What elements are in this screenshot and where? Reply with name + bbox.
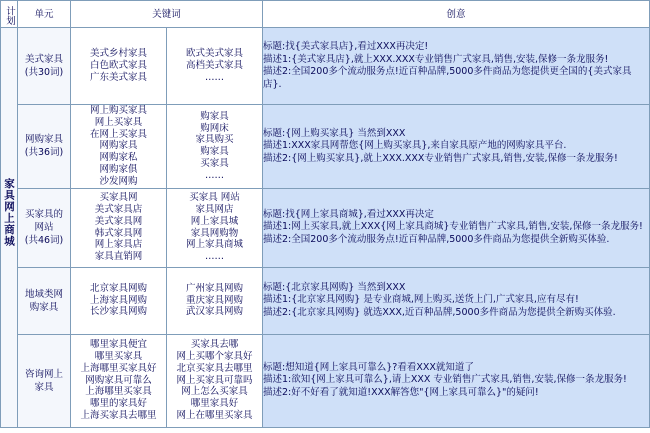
unit-cell: 美式家具 (共30词) (18, 28, 71, 105)
keyword-cell-right: 广州家具网购 重庆家具网购 武汉家具网购 (167, 267, 263, 334)
table-row (1, 267, 650, 334)
header-unit: 单元 (18, 1, 71, 28)
unit-cell: 买家具的 网站 (共46词) (18, 188, 71, 267)
keyword-cell-right: 欧式美式家具 高档美式家具 …… (167, 28, 263, 105)
creative-cell: 标题:找{美式家具店},看过XXX再决定! 描述1:{美式家具店},就上XXX.XXX专业销售广式家具,销售,安装,保修一条龙服务! 描述2:全国200多个流动服务点!近百种品牌,5000多件商品为您提供更全国的{美式家具店}. (263, 28, 650, 105)
header-keywords: 关键词 (71, 1, 263, 28)
keyword-cell-right: 买家具 网站 家具网店 网上家具城 家具网购物 网上家具商城 …… (167, 188, 263, 267)
plan-cell (1, 28, 18, 428)
keyword-cell-left: 北京家具网购 上海家具网购 长沙家具网购 (71, 267, 167, 334)
plan-name: 家具网上商城 (3, 178, 15, 247)
keyword-cell-left: 哪里家具便宜 哪里买家具 上海哪里买家具好 网购家具可靠么 上海哪里买家具 哪里的家具好 上海买家具去哪里 (71, 334, 167, 427)
keyword-cell-left: 网上购买家具 网上买家具 在网上买家具 网购家具 网购家私 网购家俱 沙发网购 (71, 105, 167, 189)
table-row (1, 188, 650, 267)
keyword-cell-right: 购家具 购网床 家具购买 购家具 买家具 …… (167, 105, 263, 189)
table-row (1, 28, 650, 105)
unit-cell: 咨询网上 家具 (18, 334, 71, 427)
creative-cell: 标题:{北京家具网购} 当然到XXX 描述1:{北京家具网购} 是专业商城,网上购买,送货上门,广式家具,应有尽有! 描述2:{北京家具网购} 就选XXX,近百种品牌,5000多件商品为您提供全新购买体验. (263, 267, 650, 334)
keyword-cell-right: 买家具去哪 网上买哪个家具好 北京买家具去哪里 网上买家具可靠吗 网上怎么买家具 哪里家具好 网上在哪里买家具 (167, 334, 263, 427)
creative-cell: 标题:{网上购买家具} 当然到XXX 描述1:XXX家具网帮您{网上购买家具},来自家具原产地的网购家具平台. 描述2:{网上购买家具},就上XXX.XXX专业销售广式家具,销售,安装,保修一条龙服务! (263, 105, 650, 189)
creative-cell: 标题:想知道{网上家具可靠么}?看看XXX就知道了 描述1:欲知{网上家具可靠么},请上XXX 专业销售广式家具,销售,安装,保修一条龙服务! 描述2:好不好看了就知道!XXX解答您"{网上家具可靠么}"的疑问! (263, 334, 650, 427)
unit-cell: 网购家具 (共36词) (18, 105, 71, 189)
keyword-cell-left: 买家具网 美式家具店 美式家具网 韩式家具网 网上家具店 家具直销网 (71, 188, 167, 267)
unit-cell: 地域类网 购家具 (18, 267, 71, 334)
keyword-cell-left: 美式乡村家具 白色欧式家具 广东美式家具 (71, 28, 167, 105)
header-plan: 计划 (1, 1, 18, 28)
creative-cell: 标题:找{网上家具商城},看过XXX再决定 描述1:网上买家具,就上XXX{网上家具商城}专业销售广式家具,销售,安装,保修一条龙服务! 描述2:全国200多个流动服务点!近百种品牌,5000多件商品为您提供全新购买体验. (263, 188, 650, 267)
table-row (1, 334, 650, 427)
table-row (1, 105, 650, 189)
header-creative: 创意 (263, 1, 650, 28)
